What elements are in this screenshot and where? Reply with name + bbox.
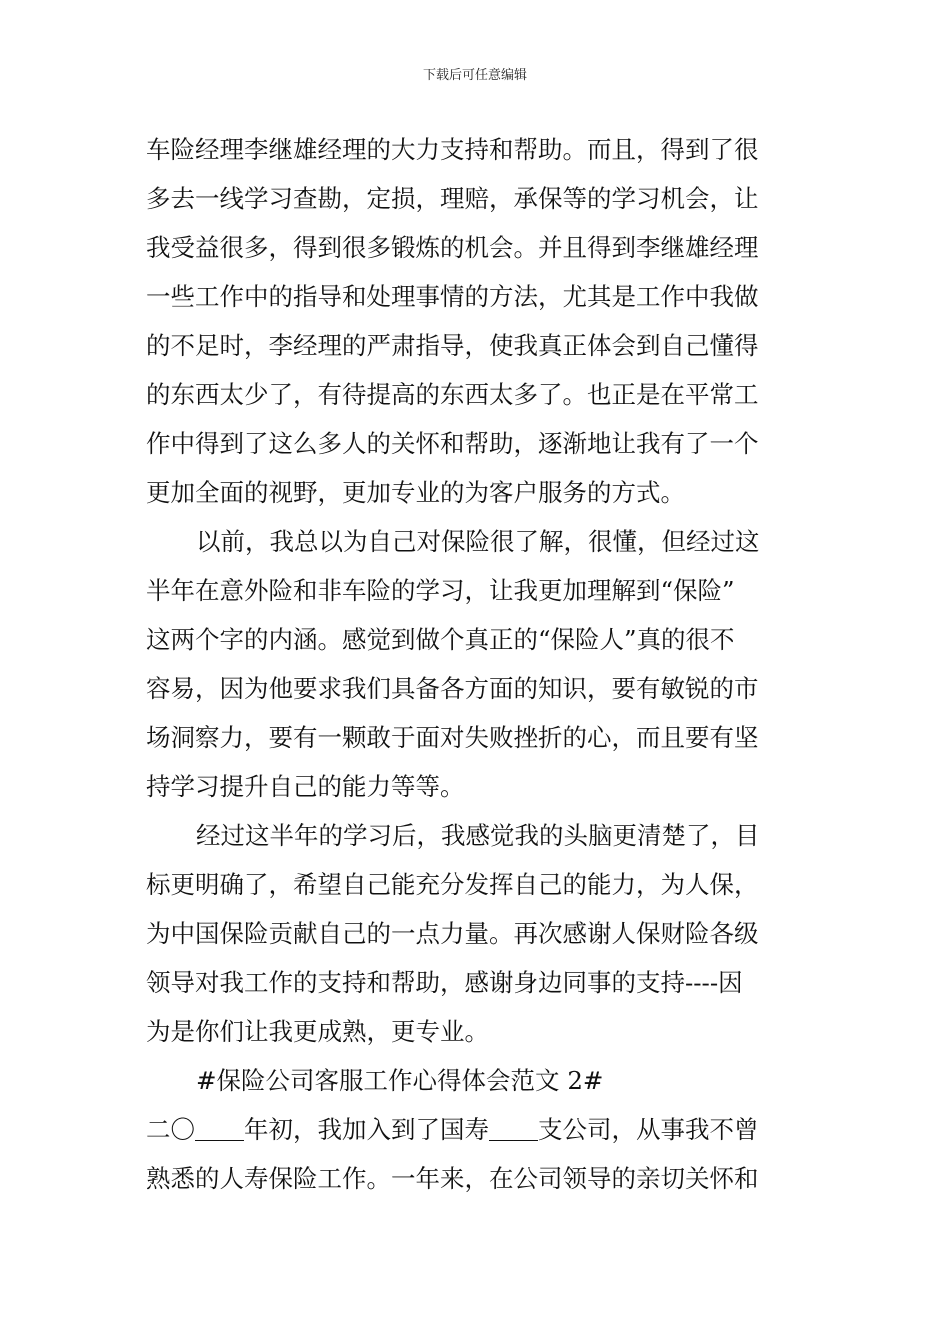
paragraph-start-line: 经过这半年的学习后，我感觉我的头脑更清楚了，目 [196, 821, 760, 850]
text-line: 为是你们让我更成熟，更专业。 [146, 1017, 489, 1046]
text-line: 领导对我工作的支持和帮助，感谢身边同事的支持----因 [146, 968, 743, 997]
text-line: 容易，因为他要求我们具备各方面的知识，要有敏锐的市 [146, 674, 759, 703]
section-heading: #保险公司客服工作心得体会范文 2# [196, 1066, 604, 1095]
text-line: 多去一线学习查勘，定损，理赔，承保等的学习机会，让 [146, 184, 759, 213]
text-line: 标更明确了，希望自己能充分发挥自己的能力，为人保， [146, 870, 759, 899]
text-line: 熟悉的人寿保险工作。一年来，在公司领导的亲切关怀和 [146, 1164, 759, 1193]
text-line: 半年在意外险和非车险的学习，让我更加理解到“保险” [146, 576, 735, 605]
page-header: 下载后可任意编辑 [422, 68, 527, 83]
text-line: 的不足时，李经理的严肃指导，使我真正体会到自己懂得 [146, 331, 759, 360]
document-body [146, 125, 816, 1203]
text-line: 为中国保险贡献自己的一点力量。再次感谢人保财险各级 [146, 919, 759, 948]
paragraph-start-line: 以前，我总以为自己对保险很了解，很懂，但经过这 [196, 527, 760, 556]
text-line: 车险经理李继雄经理的大力支持和帮助。而且，得到了很 [146, 135, 759, 164]
text-line: 场洞察力，要有一颗敢于面对失败挫折的心，而且要有坚 [146, 723, 759, 752]
text-line: 作中得到了这么多人的关怀和帮助，逐渐地让我有了一个 [146, 429, 759, 458]
text-line: 一些工作中的指导和处理事情的方法，尤其是工作中我做 [146, 282, 759, 311]
text-line: 的东西太少了，有待提高的东西太多了。也正是在平常工 [146, 380, 759, 409]
text-line: 更加全面的视野，更加专业的为客户服务的方式。 [146, 478, 685, 507]
text-line: 二〇＿＿年初，我加入到了国寿＿＿支公司，从事我不曾 [146, 1115, 759, 1144]
text-line: 这两个字的内涵。感觉到做个真正的“保险人”真的很不 [146, 625, 735, 654]
text-line: 我受益很多，得到很多锻炼的机会。并且得到李继雄经理 [146, 233, 759, 262]
text-line: 持学习提升自己的能力等等。 [146, 772, 465, 801]
